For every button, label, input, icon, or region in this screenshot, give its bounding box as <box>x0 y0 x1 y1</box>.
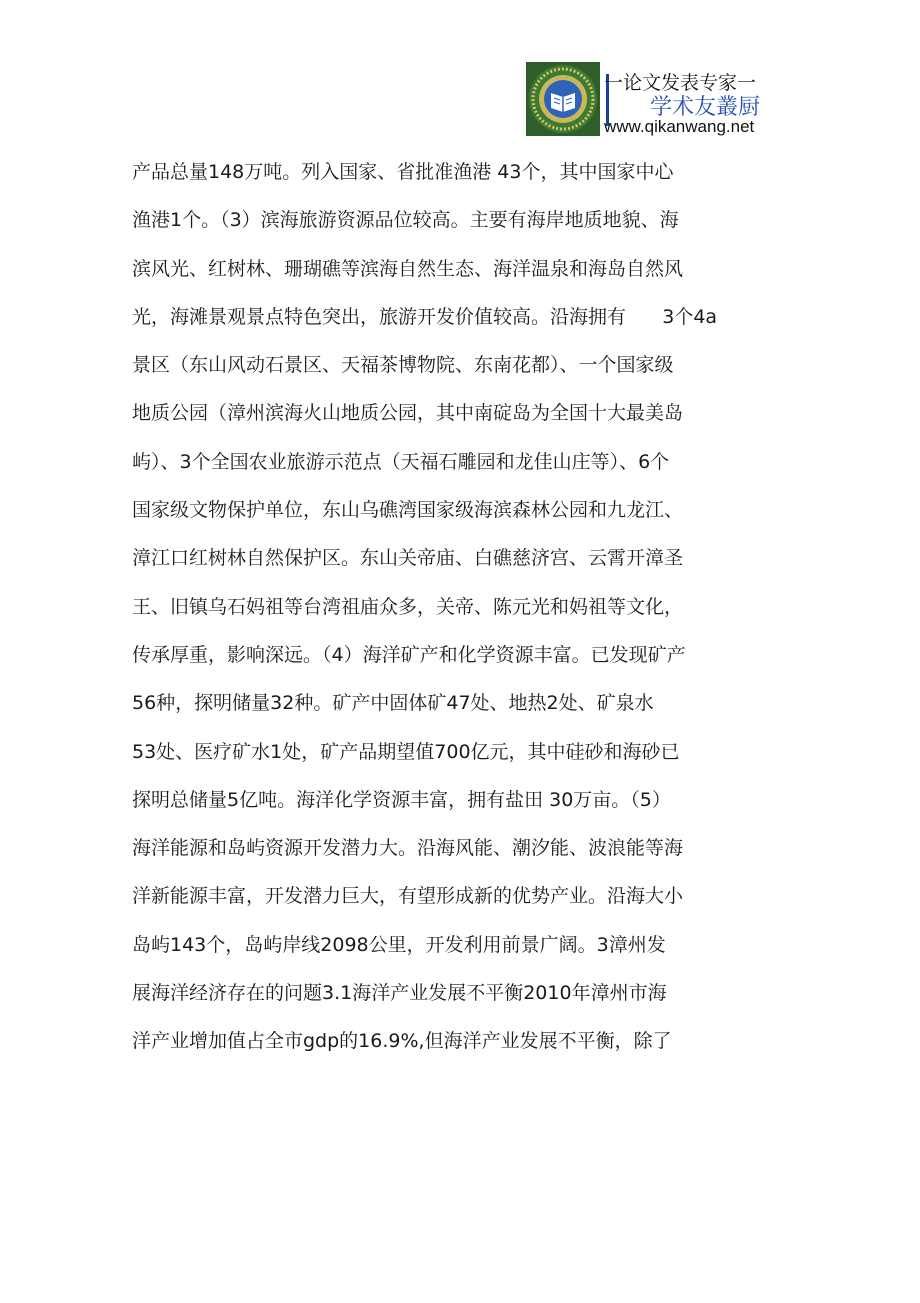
text-line: 渔港1个。（3）滨海旅游资源品位较高。主要有海岸地质地貌、海 <box>132 209 679 232</box>
text-line: 洋产业增加值占全市gdp的16.9%,但海洋产业发展不平衡，除了 <box>132 1030 672 1053</box>
header-brand: 学术友叢厨 <box>650 95 761 120</box>
text-line: 洋新能源丰富，开发潜力巨大，有望形成新的优势产业。沿海大小 <box>132 885 684 908</box>
text-line: 滨风光、红树林、珊瑚礁等滨海自然生态、海洋温泉和海岛自然风 <box>132 257 684 280</box>
text-line: 53处、医疗矿水1处，矿产品期望值700亿元，其中硅砂和海砂已 <box>132 740 680 763</box>
text-line: 探明总储量5亿吨。海洋化学资源丰富，拥有盐田 30万亩。（5） <box>132 788 671 811</box>
text-line: 漳江口红树林自然保护区。东山关帝庙、白礁慈济宫、云霄开漳圣 <box>132 547 684 570</box>
document-body <box>132 148 772 1066</box>
text-line: 产品总量148万吨。列入国家、省批准渔港 43个，其中国家中心 <box>132 161 674 183</box>
text-line: 王、旧镇乌石妈祖等台湾祖庙众多，关帝、陈元光和妈祖等文化， <box>132 595 684 618</box>
text-line: 56种，探明储量32种。矿产中固体矿47处、地热2处、矿泉水 <box>132 692 654 715</box>
text-line: 景区（东山风动石景区、天福茶博物院、东南花都）、一个国家级 <box>132 354 674 377</box>
header-tagline: 一论文发表专家一 <box>604 72 757 94</box>
text-line: 光，海滩景观景点特色突出，旅游开发价值较高。沿海拥有 3个4a <box>132 305 718 328</box>
text-line: 地质公园（漳州滨海火山地质公园，其中南碇岛为全国十大最美岛 <box>132 402 684 425</box>
text-line: 屿）、3个全国农业旅游示范点（天福石雕园和龙佳山庄等）、6个 <box>132 450 670 473</box>
book-seal-logo-icon <box>526 62 600 136</box>
text-line: 岛屿143个，岛屿岸线2098公里，开发利用前景广阔。3漳州发 <box>132 933 666 956</box>
text-line: 国家级文物保护单位，东山乌礁湾国家级海滨森林公园和九龙江、 <box>132 499 684 522</box>
text-line: 展海洋经济存在的问题3.1海洋产业发展不平衡2010年漳州市海 <box>132 982 667 1005</box>
text-line: 海洋能源和岛屿资源开发潜力大。沿海风能、潮汐能、波浪能等海 <box>132 837 684 860</box>
text-line: 传承厚重，影响深远。（4）海洋矿产和化学资源丰富。已发现矿产 <box>132 643 686 666</box>
header-banner <box>526 62 796 138</box>
header-url[interactable]: www.qikanwang.net <box>604 117 755 136</box>
